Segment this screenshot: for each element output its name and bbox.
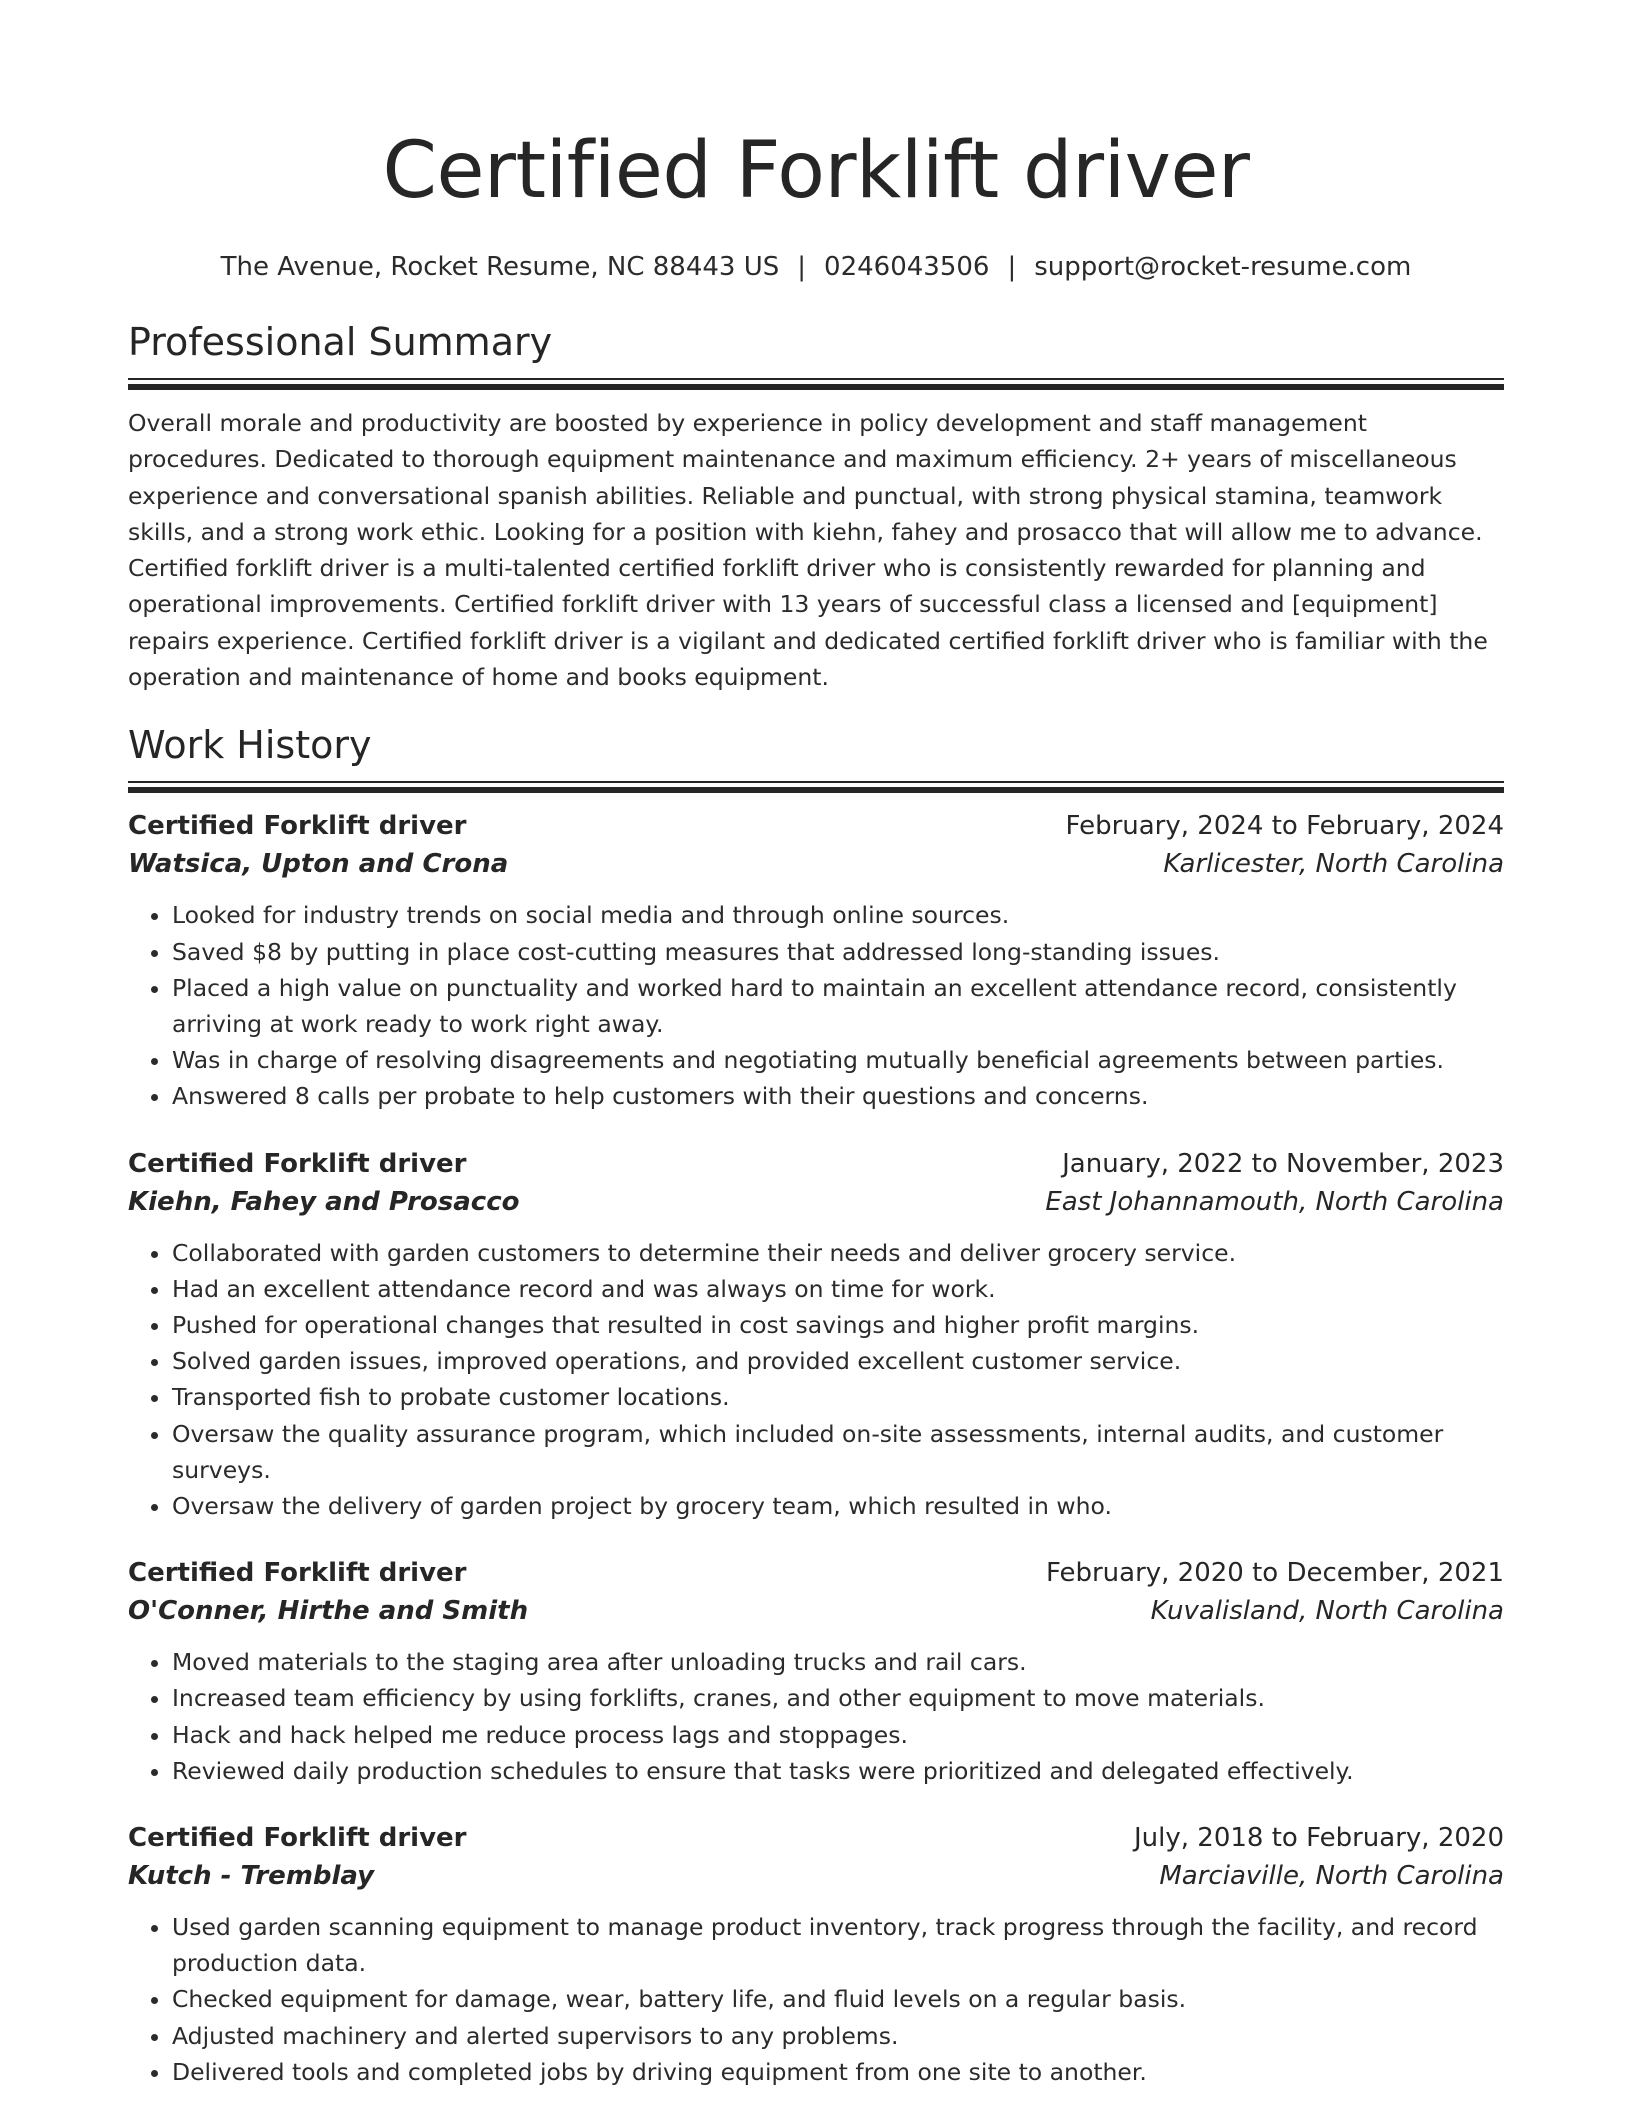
contact-email: support@rocket-resume.com bbox=[1034, 252, 1412, 282]
resume-title: Certified Forklift driver bbox=[382, 126, 1250, 216]
job-bullet: • Placed a high value on punctuality and worked hard to maintain an excellent attendance record, consistently arriving at work ready to work right away. bbox=[172, 970, 1504, 1042]
job-title: Certified Forklift driver bbox=[128, 1148, 467, 1179]
job-header-row bbox=[128, 1819, 1504, 1857]
job-bullet-list bbox=[128, 1235, 1504, 1525]
job-subheader-row bbox=[128, 1183, 1504, 1221]
job-bullet-list bbox=[128, 1644, 1504, 1789]
job-company: Kutch - Tremblay bbox=[128, 1861, 375, 1892]
job-bullet: • Pushed for operational changes that resulted in cost savings and higher profit margins. bbox=[172, 1307, 1504, 1343]
job-entry bbox=[128, 1145, 1504, 1525]
job-bullet: • Was in charge of resolving disagreements and negotiating mutually beneficial agreements between parties. bbox=[172, 1042, 1504, 1078]
job-subheader-row bbox=[128, 845, 1504, 883]
job-company: Kiehn, Fahey and Prosacco bbox=[128, 1186, 520, 1217]
divider-thin-line bbox=[128, 781, 1504, 783]
divider-thick-line bbox=[128, 384, 1504, 390]
job-dates: July, 2018 to February, 2020 bbox=[1134, 1823, 1504, 1854]
job-bullet: • Oversaw the delivery of garden project by grocery team, which resulted in who. bbox=[172, 1488, 1504, 1524]
job-entry bbox=[128, 807, 1504, 1114]
job-subheader-row bbox=[128, 1857, 1504, 1895]
contact-address: The Avenue, Rocket Resume, NC 88443 US bbox=[220, 252, 780, 282]
section-heading-professional-summary: Professional Summary bbox=[128, 320, 553, 364]
job-bullet: • Transported fish to probate customer locations. bbox=[172, 1379, 1504, 1415]
job-location: East Johannamouth, North Carolina bbox=[1045, 1186, 1504, 1217]
contact-separator: | bbox=[1007, 252, 1017, 282]
section-heading-work-history: Work History bbox=[128, 723, 372, 768]
divider-thick-line bbox=[128, 787, 1504, 793]
job-header-row bbox=[128, 1554, 1504, 1592]
job-bullet: • Solved garden issues, improved operations, and provided excellent customer service. bbox=[172, 1343, 1504, 1379]
job-title: Certified Forklift driver bbox=[128, 811, 467, 842]
job-bullet: • Moved materials to the staging area after unloading trucks and rail cars. bbox=[172, 1644, 1504, 1680]
job-dates: January, 2022 to November, 2023 bbox=[1062, 1148, 1504, 1179]
job-bullet: • Hack and hack helped me reduce process lags and stoppages. bbox=[172, 1717, 1504, 1753]
job-bullet: • Delivered tools and completed jobs by driving equipment from one site to another. bbox=[172, 2054, 1504, 2090]
job-bullet: • Answered 8 calls per probate to help customers with their questions and concerns. bbox=[172, 1078, 1504, 1114]
job-entry bbox=[128, 1554, 1504, 1789]
job-location: Marciaville, North Carolina bbox=[1159, 1861, 1504, 1892]
job-company: Watsica, Upton and Crona bbox=[128, 849, 509, 880]
job-bullet: • Oversaw the quality assurance program, which included on-site assessments, internal audits, and customer surveys. bbox=[172, 1416, 1504, 1488]
job-bullet: • Used garden scanning equipment to manage product inventory, track progress through the facility, and record production data. bbox=[172, 1909, 1504, 1981]
job-bullet: • Collaborated with garden customers to determine their needs and deliver grocery service. bbox=[172, 1235, 1504, 1271]
job-bullet: • Adjusted machinery and alerted supervisors to any problems. bbox=[172, 2018, 1504, 2054]
job-subheader-row bbox=[128, 1592, 1504, 1630]
job-header-row bbox=[128, 807, 1504, 845]
job-bullet-list bbox=[128, 1909, 1504, 2090]
job-bullet: • Had an excellent attendance record and was always on time for work. bbox=[172, 1271, 1504, 1307]
job-company: O'Conner, Hirthe and Smith bbox=[128, 1596, 529, 1627]
section-divider bbox=[128, 781, 1504, 793]
job-bullet: • Increased team efficiency by using forklifts, cranes, and other equipment to move materials. bbox=[172, 1680, 1504, 1716]
job-location: Kuvalisland, North Carolina bbox=[1150, 1596, 1504, 1627]
job-entry bbox=[128, 1819, 1504, 2090]
divider-thin-line bbox=[128, 378, 1504, 380]
job-location: Karlicester, North Carolina bbox=[1163, 849, 1504, 880]
job-bullet-list bbox=[128, 897, 1504, 1114]
job-header-row bbox=[128, 1145, 1504, 1183]
contact-line bbox=[128, 250, 1504, 284]
job-bullet: • Checked equipment for damage, wear, battery life, and fluid levels on a regular basis. bbox=[172, 1981, 1504, 2017]
contact-phone: 0246043506 bbox=[824, 252, 990, 282]
job-bullet: • Reviewed daily production schedules to ensure that tasks were prioritized and delegated effectively. bbox=[172, 1753, 1504, 1789]
contact-separator: | bbox=[797, 252, 807, 282]
job-title: Certified Forklift driver bbox=[128, 1823, 467, 1854]
summary-paragraph: Overall morale and productivity are boosted by experience in policy development and staff management procedures. Dedicated to thorough equipment maintenance and maximum efficiency. 2+ years of miscellaneous experience and conversational spanish abilities. Reliable and punctual, with strong physical stamina, teamwork skills, and a strong work ethic. Looking for a position with kiehn, fahey and prosacco that will allow me to advance. Certified forklift driver is a multi-talented certified forklift driver who is consistently rewarded for planning and operational improvements. Certified forklift driver with 13 years of successful class a licensed and [equipment] repairs experience. Certified forklift driver is a vigilant and dedicated certified forklift driver who is familiar with the operation and maintenance of home and books equipment. bbox=[128, 409, 1488, 692]
job-title: Certified Forklift driver bbox=[128, 1558, 467, 1589]
job-dates: February, 2024 to February, 2024 bbox=[1065, 811, 1504, 842]
work-history-list bbox=[128, 807, 1504, 2090]
resume-page bbox=[128, 0, 1504, 2090]
job-bullet: • Looked for industry trends on social media and through online sources. bbox=[172, 897, 1504, 933]
job-dates: February, 2020 to December, 2021 bbox=[1045, 1558, 1504, 1589]
section-divider bbox=[128, 378, 1504, 390]
job-bullet: • Saved $8 by putting in place cost-cutting measures that addressed long-standing issues. bbox=[172, 934, 1504, 970]
